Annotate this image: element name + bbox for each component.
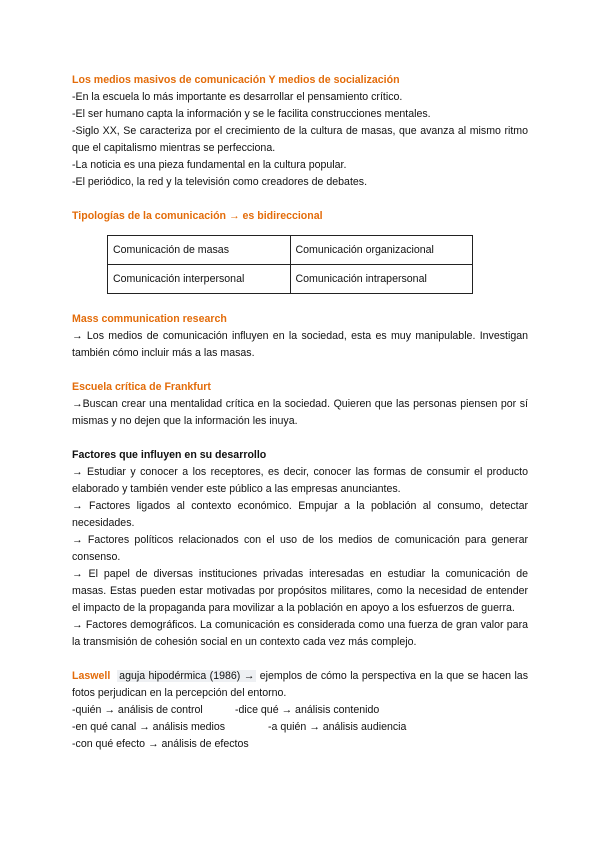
laswell-paragraph: [72, 668, 528, 702]
text-line: -La noticia es una pieza fundamental en la cultura popular.: [72, 159, 347, 171]
list-item: → Estudiar y conocer a los receptores, es decir, conocer las formas de consumir el producto elaborado y también vender este público a las empresas anunciantes.: [72, 466, 528, 495]
table-cell: Comunicación organizacional: [290, 236, 473, 265]
section-title-medios: Los medios masivos de comunicación Y medios de socialización: [72, 74, 400, 86]
laswell-row: [72, 702, 528, 719]
table-row: [108, 265, 473, 294]
typologies-table: [107, 235, 473, 294]
paragraph: → Los medios de comunicación influyen en la sociedad, esta es muy manipulable. Investigan también cómo incluir más a las masas.: [72, 330, 528, 359]
table-cell: Comunicación interpersonal: [108, 265, 291, 294]
list-item: → El papel de diversas instituciones privadas interesadas en estudiar la comunicación de masas. Estas pueden estar motivadas por propósitos militares, como la necesidad de entender el impacto de la propaganda para movilizar a la población en apoyo a los esfuerzos de guerra.: [72, 568, 528, 614]
text-line: -En la escuela lo más importante es desarrollar el pensamiento crítico.: [72, 91, 403, 103]
document-content: [72, 72, 528, 753]
highlighted-text: aguja hipodérmica (1986) →: [119, 670, 255, 682]
section-title-factores: Factores que influyen en su desarrollo: [72, 449, 267, 461]
section-title-laswell: Laswell: [72, 670, 111, 682]
table-cell: Comunicación intrapersonal: [290, 265, 473, 294]
section-title-frankfurt: Escuela crítica de Frankfurt: [72, 381, 211, 393]
laswell-row: [72, 736, 528, 753]
list-item: → Factores ligados al contexto económico. Empujar a la población al consumo, detectar necesidades.: [72, 500, 528, 529]
list-item: → Factores demográficos. La comunicación es considerada como una fuerza de gran valor para la transmisión de cohesión social en un contexto cada vez más complejo.: [72, 619, 528, 648]
text-line: -El periódico, la red y la televisión como creadores de debates.: [72, 176, 368, 188]
laswell-item: -a quién → análisis audiencia: [268, 721, 407, 733]
section-title-mass-communication: Mass communication research: [72, 313, 227, 325]
table-cell: Comunicación de masas: [108, 236, 291, 265]
section-title-tipologias: Tipologías de la comunicación → es bidireccional: [72, 210, 323, 222]
paragraph: →Buscan crear una mentalidad crítica en la sociedad. Quieren que las personas piensen por sí mismas y no dejen que la información les inuya.: [72, 398, 528, 427]
text-line: -Siglo XX, Se caracteriza por el crecimiento de la cultura de masas, que avanza al mismo ritmo que el capitalismo mientras se perfecciona.: [72, 125, 528, 154]
laswell-item: -quién → análisis de control: [72, 704, 203, 716]
table-row: [108, 236, 473, 265]
laswell-item: -dice qué → análisis contenido: [235, 704, 380, 716]
laswell-item: -con qué efecto → análisis de efectos: [72, 738, 249, 750]
paragraph-text: ejemplos de cómo la perspectiva en la que se hacen las fotos perjudican en la percepción del entorno.: [72, 670, 528, 699]
text-line: -El ser humano capta la información y se le facilita construcciones mentales.: [72, 108, 431, 120]
laswell-item: -en qué canal → análisis medios: [72, 721, 226, 733]
laswell-row: [72, 719, 528, 736]
list-item: → Factores políticos relacionados con el uso de los medios de comunicación para generar consenso.: [72, 534, 528, 563]
